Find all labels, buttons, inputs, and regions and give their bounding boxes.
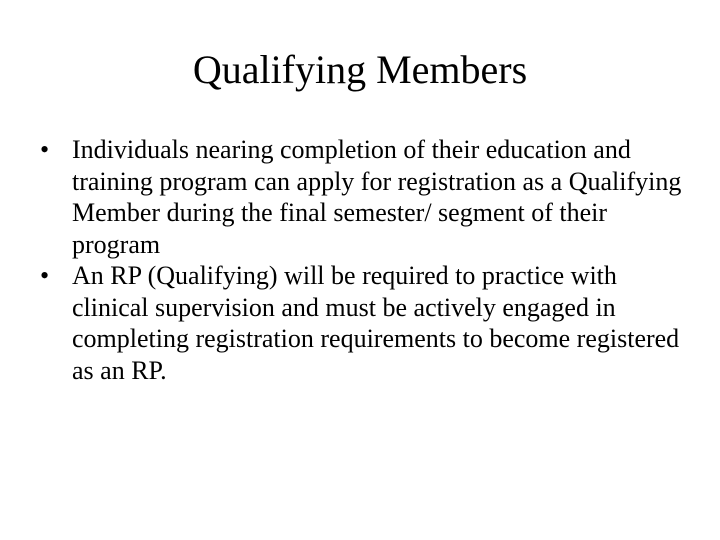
bullet-marker: • [40, 135, 50, 164]
bullet-list [40, 134, 690, 386]
bullet-item [40, 134, 690, 260]
bullet-marker: • [40, 261, 50, 290]
bullet-item [40, 260, 690, 386]
slide-title: Qualifying Members [192, 47, 528, 92]
bullet-text: An RP (Qualifying) will be required to practice with clinical supervision and must be actively engaged in completing registration requirements to become registered as an RP. [72, 261, 680, 385]
bullet-text: Individuals nearing completion of their education and training program can apply for registration as a Qualifying Member during the final semester/ segment of their program [72, 135, 682, 259]
